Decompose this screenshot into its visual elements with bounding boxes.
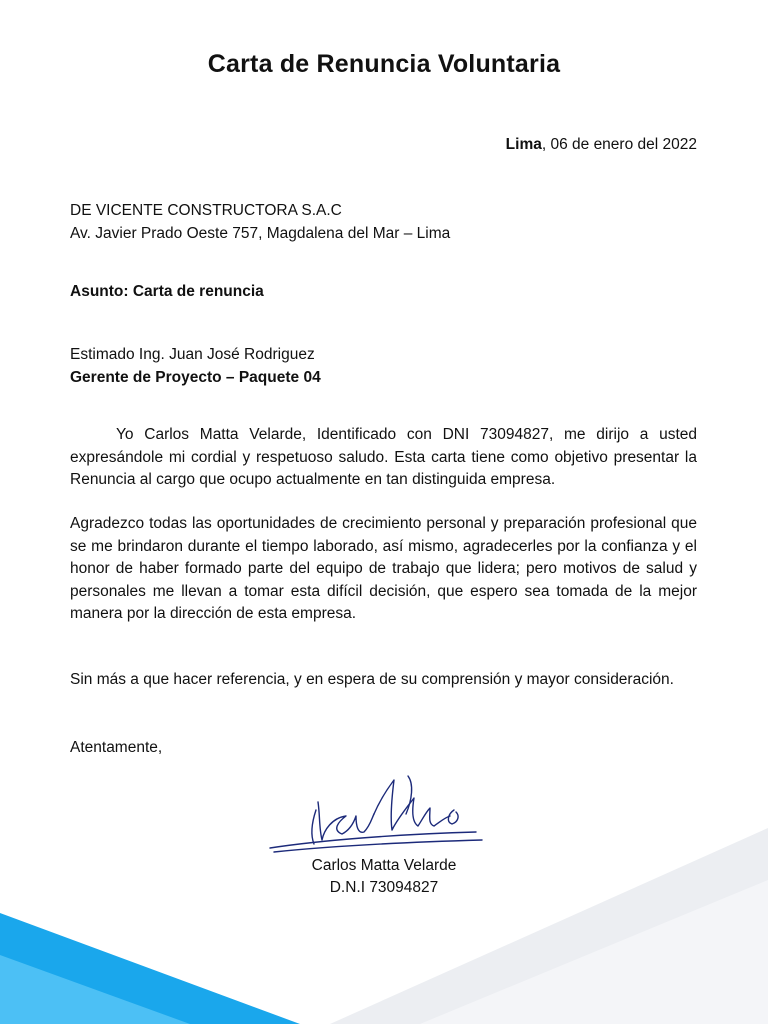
body-paragraph-2: Agradezco todas las oportunidades de crecimiento personal y preparación profesional que se me brindaron durante el tiempo laborado, así mismo, agradecerles por la confianza y el honor de haber formado parte del equipo de trabajo que lidera; pero motivos de salud y personales me llevan a tomar esta difícil decisión, que espero sea tomada de la mejor manera por la dirección de esta empresa. <box>70 515 697 622</box>
date-text: , 06 de enero del 2022 <box>541 136 697 153</box>
greeting-line: Estimado Ing. Juan José Rodriguez <box>70 346 315 363</box>
recipient-block <box>70 199 450 245</box>
body-paragraph-3: Sin más a que hacer referencia, y en espera de su comprensión y mayor consideración. <box>70 671 674 688</box>
handwritten-signature <box>262 770 492 870</box>
letter-date <box>506 136 697 154</box>
greeting-role: Gerente de Proyecto – Paquete 04 <box>70 369 321 386</box>
subject-line: Asunto: Carta de renuncia <box>70 283 264 300</box>
date-city: Lima <box>505 136 542 153</box>
recipient-company: DE VICENTE CONSTRUCTORA S.A.C <box>70 202 342 219</box>
recipient-address: Av. Javier Prado Oeste 757, Magdalena del Mar – Lima <box>70 225 451 242</box>
body-paragraph-1: Yo Carlos Matta Velarde, Identificado con DNI 73094827, me dirijo a usted expresándole mi cordial y respetuoso saludo. Esta carta tiene como objetivo presentar la Renuncia al cargo que ocupo actualmente en tan distinguida empresa. <box>70 426 697 488</box>
signer-id: D.N.I 73094827 <box>329 879 439 896</box>
closing-line: Atentamente, <box>70 739 163 756</box>
greeting-block <box>70 343 321 389</box>
page-title: Carta de Renuncia Voluntaria <box>207 50 561 78</box>
signer-name: Carlos Matta Velarde <box>311 857 457 874</box>
